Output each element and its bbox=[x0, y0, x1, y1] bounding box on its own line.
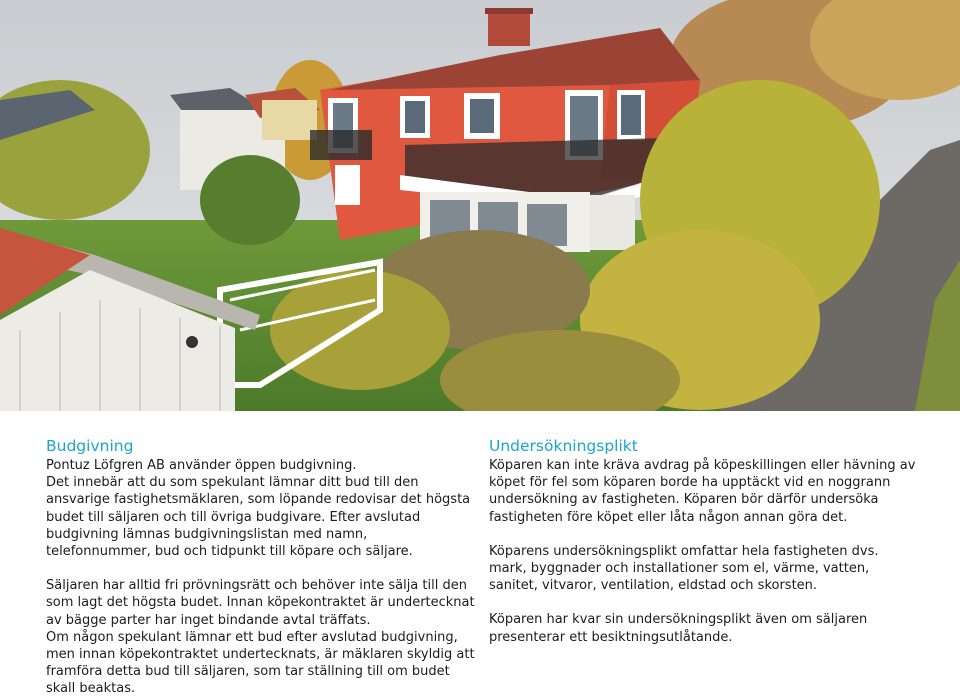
undersokningsplikt-heading: Undersökningsplikt bbox=[489, 437, 638, 455]
budgivning-paragraph: Pontuz Löfgren AB använder öppen budgivning. bbox=[46, 458, 357, 473]
undersokningsplikt-paragraph: Köparen kan inte kräva avdrag på köpeskillingen eller hävning av köpet för fel som köparen borde ha upptäckt vid en noggrann undersökning av fastigheten. Köparen bör därför undersöka fastigheten före köpet eller låta någon annan göra det. bbox=[489, 458, 916, 525]
undersokningsplikt-paragraph: Köparens undersökningsplikt omfattar hela fastigheten dvs. mark, byggnader och installationer som el, värme, vatten, sanitet, vitvaror, ventilation, eldstad och skorsten. bbox=[489, 543, 879, 594]
budgivning-paragraph: Säljaren har alltid fri prövningsrätt och behöver inte sälja till den som lagt det högsta budet. Innan köpekontraktet är undertecknat av bägge parter har inget bindande avtal träffats. bbox=[46, 578, 475, 628]
budgivning-paragraph: Det innebär att du som spekulant lämnar ditt bud till den ansvarige fastighetsmäklaren, som löpande redovisar det högsta budet till säljaren och till övriga budgivare. Efter avslutad budgivning lämnas budgivningslistan med namn, telefonnummer, bud och tidpunkt till köpare och säljare. bbox=[46, 475, 471, 560]
undersokningsplikt-paragraph: Köparen har kvar sin undersökningsplikt även om säljaren presenterar ett besiktningsutlåtande. bbox=[489, 612, 868, 645]
budgivning-paragraph: Om någon spekulant lämnar ett bud efter avslutad budgivning, men innan köpekontraktet undertecknats, är mäklaren skyldig att framföra detta bud till säljaren, som tar ställning till om budet skall beaktas. bbox=[46, 629, 475, 697]
budgivning-heading: Budgivning bbox=[46, 437, 134, 455]
budgivning-section bbox=[46, 436, 476, 698]
undersokningsplikt-section bbox=[489, 436, 919, 646]
